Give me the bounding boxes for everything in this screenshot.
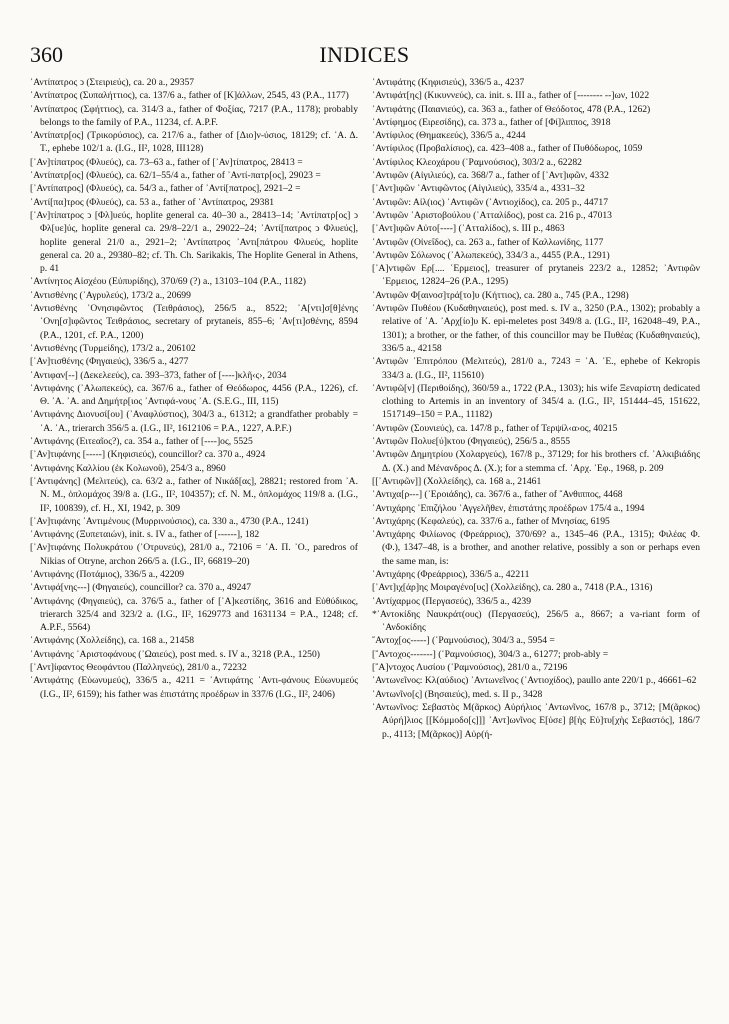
index-entry: ᾿Αντιφάνης Καλλίου (ἐκ Κολωνοῦ), 254/3 a., 8960 <box>30 462 226 474</box>
index-entry: ᾿Αντιφά[νης---] (Φηγαιεύς), councillor? ca. 370 a., 49247 <box>30 582 252 594</box>
index-entry: ᾿Αντιφάτ[ης] (Κικυννεύς), ca. init. s. III a., father of [-------- --]ων, 1022 <box>372 90 650 102</box>
index-entry: ᾿Αντωνῖνος: Σεβαστὸς Μ(ᾶρκος) Αὐρήλιος ᾿Αντωνῖνος, 167/8 p., 3712; [Μ(ᾶρκος) Αὐρή]λιος [[Κόμμοδο[ς]]] ᾿Αντ]ωνῖνος Ε[ὐσε] β[ὴς Εὐ]τυ[χὴς Σεβαστός], 186/7 p., 4113; [Μ(ᾶρκος)] Αὐρ(ή- <box>372 701 700 740</box>
index-entry: ᾿Αντισθένης (Τυρμείδης), 173/2 a., 206102 <box>30 342 196 354</box>
index-entry: ᾿Αντιφάτης (Κηφισιεύς), 336/5 a., 4237 <box>372 77 525 88</box>
index-entry: ᾿Αντισθένης ᾿Ονησιφῶντος (Τειθράσιος), 256/5 a., 8522; ᾿Α[ντι]σ[θ]ένης ᾿Ονη[σ]ιφῶντος Τειθράσιος, secretary of prytaneis, 855–6; ᾿Αν[τι]σθένης, 8594 (P.A., 1201, cf. P.A., 1200) <box>30 303 358 341</box>
index-entry: ᾿Αντιφῶν: Αἰλ(ιος) ᾿Αντιφῶν (᾿Αντιοχίδος), ca. 205 p., 44717 <box>372 196 609 208</box>
index-entry: ᾿Αντωνεῖνος: Κλ(αύδιος) ᾿Αντωνεῖνος (᾿Αντιοχίδος), paullo ante 220/1 p., 46661–62 <box>372 675 697 687</box>
index-entry: ᾿Αντιφάνης (Φηγαιεύς), ca. 376/5 a., father of [᾿Α]κεστίδης, 3616 and Εὐθύδικος, trierarch 325/4 and 323/2 a. (I.G., II², 1629773 and 1631134 = P.A., 1248; cf. A.P.F., 5564) <box>30 595 358 634</box>
index-entry: ᾿Αντιφῶν Πολυε[ύ]κτου (Φηγαιεύς), 256/5 a., 8555 <box>372 436 571 448</box>
index-entry: [᾿Αν]τισθένης (Φηγαιεύς), 336/5 a., 4277 <box>30 356 189 368</box>
index-entry: ᾿Αντιφῶν Φ[αινοσ]τρά[το]υ (Κήττιος), ca. 280 a., 745 (P.A., 1298) <box>372 289 629 301</box>
index-entry: ᾿Αντιφῶν Πυθέου (Κυδαθηναιεύς), post med. s. IV a., 3250 (P.A., 1302); probably a relative of ᾿Α. ᾿Αρχ[ίο]υ Κ. epi-meletes post 349/8 a. (I.G., II², 162048–49, P.A., 1301); a brother, or the father, of this councillor may be Πυθέας (Κυδαθηναιεύς), 336/5 a., 42158 <box>372 303 700 354</box>
index-entry: ᾿Αντιχάρης (Φρεάρριος), 336/5 a., 42211 <box>372 568 530 580</box>
index-entry: ᾿Αντωνῖνο[ς] (Βησαιεύς), med. s. II p., 3428 <box>372 688 543 700</box>
index-entry: ᾿Αντίπατρος ↄ (Στειριεύς), ca. 20 a., 29357 <box>30 77 195 88</box>
index-entry: ᾿Αντιφάνης (Χολλείδης), ca. 168 a., 21458 <box>30 635 195 647</box>
index-entry: ᾿Αντιχάρης Φιλίωνος (Φρεάρριος), 370/69? a., 1345–46 (P.A., 1315); Φιλέας Φ. (Φ.), 1347–48, is a brother, and another relative, possibly a son or perhaps even the same man, is: <box>372 529 700 567</box>
index-entry: ᾿Αντιφάνης (Ξυπεταιών), init. s. IV a., father of [------], 182 <box>30 529 260 541</box>
index-entry: ᾿Αντίχαρμος (Περγασεύς), 336/5 a., 4239 <box>372 595 532 607</box>
index-entry: ᾿Αντιχα[ρ---] (᾿Εροιάδης), ca. 367/6 a., father of ῎Ανθιππος, 4468 <box>372 489 623 501</box>
index-entry: ᾿Αντίνητος Αἰσχέου (Εὐπυρίδης), 370/69 (?) a., 13103–104 (P.A., 1182) <box>30 276 307 288</box>
index-entry: [᾿Αντ]ιφῶν Αὐτο[----] (᾿Ατταλίδος), s. III p., 4863 <box>372 223 565 235</box>
index-entry: ᾿Αντιφάνης (᾿Αλωπεκεύς), ca. 367/6 a., father of Θεόδωρος, 4456 (P.A., 1226), cf. Θ. ᾿Α. ᾿Α. and Δημήτρ[ιος ᾿Αντιφά-νους ᾿Α. (S.E.G., III, 115) <box>30 382 358 408</box>
index-entry: ᾿Αντίφημος (Ειρεσίδης), ca. 373 a., father of [Φί]λιππος, 3918 <box>372 116 611 128</box>
index-entry: ᾿Αντίπατρος (Σφήττιος), ca. 314/3 a., father of Φοξίας, 7217 (P.A., 1178); probably belongs to the family of P.A., 11234, cf. A.P.F. <box>30 103 358 128</box>
index-entry: ᾿Αντιφάτης (Εὐωνυμεύς), 336/5 a., 4211 = ᾿Αντιφάτης ᾿Αντι-φάνους Εὐωνυμεύς (I.G., II², 6159); his father was ἐπιστάτης προέδρων in 337/6 (I.G., II², 2406) <box>30 675 358 700</box>
index-entry: [᾿Αν]τίπατρος ↄ [Φλ]υεύς, hoplite general ca. 40–30 a., 28413–14; ᾿Αντίπατρ[ος] ↄ Φλ[υε]ύς, hoplite general ca. 29/8–22/1 a., 29022–24; ᾿Αντί[πατρος ↄ Φλυεύς], hoplite general 21/0 a., 2921–2; ᾿Αντίπατρος ᾿Αντι[πάτρου Φλυεύς, hoplite general ca. 20 a., 29380–82; cf. Th. Ch. Sarikakis, The Hoplite General in Athens, p. 41 <box>30 209 358 275</box>
index-entry: ᾿Αντιφάτης (Παιανιεύς), ca. 363 a., father of Θεόδοτος, 478 (P.A., 1262) <box>372 103 651 115</box>
index-entry: [[᾿Αντιφῶν]] (Χολλείδης), ca. 168 a., 21461 <box>372 475 542 487</box>
index-entry: [᾿Αν]τιφάνης Πολυκράτου (᾿Οτρυνεύς), 281/0 a., 72106 = ᾿Α. Π. ᾿Ο., paredros of Nikias of Otryne, archon 266/5 a. (I.G., II², 66819–20) <box>30 542 358 567</box>
index-entry: [᾿Αν]τίπατρος (Φλυεύς), ca. 73–63 a., father of [᾿Αν]τίπατρος, 28413 = <box>30 156 303 168</box>
index-entry: ᾿Αντιφῶν Δημητρίου (Χολαργεύς), 167/8 p., 37129; for his brothers cf. ᾿Αλκιβιάδης Δ. (Χ.) and Μένανδρος Δ. (Χ.); for a stemma cf. ᾿Αρχ. ᾿Εφ., 1968, p. 209 <box>372 449 700 474</box>
index-entry: ῎Αντοχ[ος-----] (῾Ραμνούσιος), 304/3 a., 5954 = <box>372 635 555 647</box>
index-entry: ᾿Αντίφιλος Κλεοχάρου (῾Ραμνούσιος), 303/2 a., 62282 <box>372 156 582 168</box>
index-entry: ᾿Αντιφῶν Σόλωνος (᾿Αλωπεκεύς), 334/3 a., 4455 (P.A., 1291) <box>372 249 610 261</box>
page-number: 360 <box>30 42 63 67</box>
index-entry: ᾿Αντιφῶν ᾿Αριστοβούλου (᾿Ατταλίδος), post ca. 216 p., 47013 <box>372 209 612 221</box>
index-entry: ᾿Αντιφάνης (Ειτεαῖος?), ca. 354 a., father of [----]ος, 5525 <box>30 436 253 448</box>
index-entry: [᾿Αντίπατρος] (Φλυεύς), ca. 54/3 a., father of ᾿Αντί[πατρος], 2921–2 = <box>30 183 301 195</box>
index-entry: ᾿Αντιφῶν ᾿Επιτρόπου (Μελιτεύς), 281/0 a., 7243 = ᾿Α. ᾿Ε., ephebe of Kekropis 334/3 a. (I.G., II², 115610) <box>372 356 700 381</box>
index-entry: ᾿Αντιφάνης (Ποτάμιος), 336/5 a., 42209 <box>30 568 185 580</box>
index-entry: ᾿Αντίπατρ[ος] (Φλυεύς), ca. 62/1–55/4 a., father of ᾿Αντί-πατρ[ος], 29023 = <box>30 170 321 182</box>
index-entry: [᾿Α]ντιφῶν Ερ[.... ῾Ερμειος], treasurer of prytaneis 223/2 a., 12852; ᾿Αντιφῶν ῾Ερμειος, 12824–26 (P.A., 1295) <box>372 263 700 288</box>
index-entry: ᾿Αντίφιλος (Θημακεεύς), 336/5 a., 4244 <box>372 130 526 142</box>
index-entry: ᾿Αντισθένης (᾿Αγρυλεύς), 173/2 a., 20699 <box>30 289 191 301</box>
index-entry: ᾿Αντιχάρης ᾿Επιζήλου ᾿Αγγελῆθεν, ἐπιστάτης προέδρων 175/4 a., 1994 <box>372 502 645 514</box>
index-entry: [᾿Αν]τιφάνης [-----] (Κηφισιεύς), councillor? ca. 370 a., 4924 <box>30 449 266 461</box>
index-entry: ᾿Αντιφαν[--] (Δεκελεεύς), ca. 393–373, father of [----]κλῆ‹ς›, 2034 <box>30 369 287 381</box>
index-entry: ᾿Αντιφῶν (Οἰνεΐδος), ca. 263 a., father of Καλλωνίδης, 1177 <box>372 236 604 248</box>
index-entry: ᾿Αντιφῶ[ν] (Περιθοίδης), 360/59 a., 1722 (P.A., 1303); his wife Ξεναρίστη dedicated clothing to Artemis in an inventory of 345/4 a. (I.G., II², 151444–45, 151622, 1517149–150 = P.A., 11182) <box>372 382 700 421</box>
index-entry: [᾿Αντιφάνης] (Μελιτεύς), ca. 63/2 a., father of Νικάδ[ας], 28821; restored from ᾿Α. Ν. Μ., ὁπλομάχος 39/8 a. (I.G., II², 104357); cf. Ν. Μ., ὁπλομάχος 119/8 a. (I.G., II², 100839), cf. H., XI, 1942, p. 309 <box>30 475 358 514</box>
left-column <box>30 76 358 701</box>
index-entry: ᾿Αντιφάνης ᾿Αριστοφάνους (᾿Ωαιεύς), post med. s. IV a., 3218 (P.A., 1250) <box>30 648 320 660</box>
index-entry: [῎Α]ντοχος Λυσίου (῾Ραμνούσιος), 281/0 a., 72196 <box>372 662 568 674</box>
index-entry: *᾿Αντοκίδης Ναυκράτ(ους) (Περγασεύς), 256/5 a., 8667; a va-riant form of ᾿Ανδοκίδης <box>372 608 700 634</box>
index-entry: ᾿Αντιφῶν (Αἰγιλιεύς), ca. 368/7 a., father of [᾿Αντ]ιφῶν, 4332 <box>372 170 609 182</box>
index-entry: ᾿Αντίπατρος (Συπαλήττιος), ca. 137/6 a., father of [Κ]άλλων, 2545, 43 (P.A., 1177) <box>30 90 349 102</box>
right-column <box>372 76 700 741</box>
index-entry: [᾿Αντ]ιχ[άρ]ης Μοιραγένο[υς] (Χολλείδης), ca. 280 a., 7418 (P.A., 1316) <box>372 582 653 594</box>
index-entry: ᾿Αντίπατρ[ος] (Τρικορύσιος), ca. 217/6 a., father of [Διο]ν-ύσιος, 18129; cf. ᾿Α. Δ. Τ., ephebe 102/1 a. (I.G., II², 1028, III128) <box>30 130 358 155</box>
index-entry: ᾿Αντιφάνης Διονυσί[ου] (᾿Αναφλύστιος), 304/3 a., 61312; a grandfather probably = ᾿Α. ᾿Α., trierarch 356/5 a. (I.G., II², 1612106 = P.A., 1227, A.P.F.) <box>30 409 358 434</box>
index-entry: [᾿Αν]τιφάνης ᾿Αντιμένους (Μυρρινούσιος), ca. 330 a., 4730 (P.A., 1241) <box>30 515 309 527</box>
index-entry: ᾿Αντιχάρης (Κεφαλεύς), ca. 337/6 a., father of Μνησίας, 6195 <box>372 515 610 527</box>
index-entry: ᾿Αντίφιλος (Προβαλίσιος), ca. 423–408 a., father of Πυθόδωρος, 1059 <box>372 143 643 155</box>
index-entry: [᾿Αντ]ιφῶν ᾿Αντιφῶντος (Αἰγιλιεύς), 335/4 a., 4331–32 <box>372 183 585 195</box>
page-title: INDICES <box>319 42 410 67</box>
index-entry: [᾿Αντ]ίφαντος Θεοφάντου (Παλληνεύς), 281/0 a., 72232 <box>30 662 247 674</box>
index-entry: [῎Αντοχος-------] (῾Ραμνούσιος), 304/3 a., 61277; prob-ably = <box>372 648 609 660</box>
index-entry: ᾿Αντιφῶν (Σουνιεύς), ca. 147/8 p., father of Τερψίλ‹α›ος, 40215 <box>372 422 618 434</box>
index-entry: ᾿Αντί[πα]τρος (Φλυεύς), ca. 53 a., father of ᾿Αντίπατρος, 29381 <box>30 196 275 208</box>
